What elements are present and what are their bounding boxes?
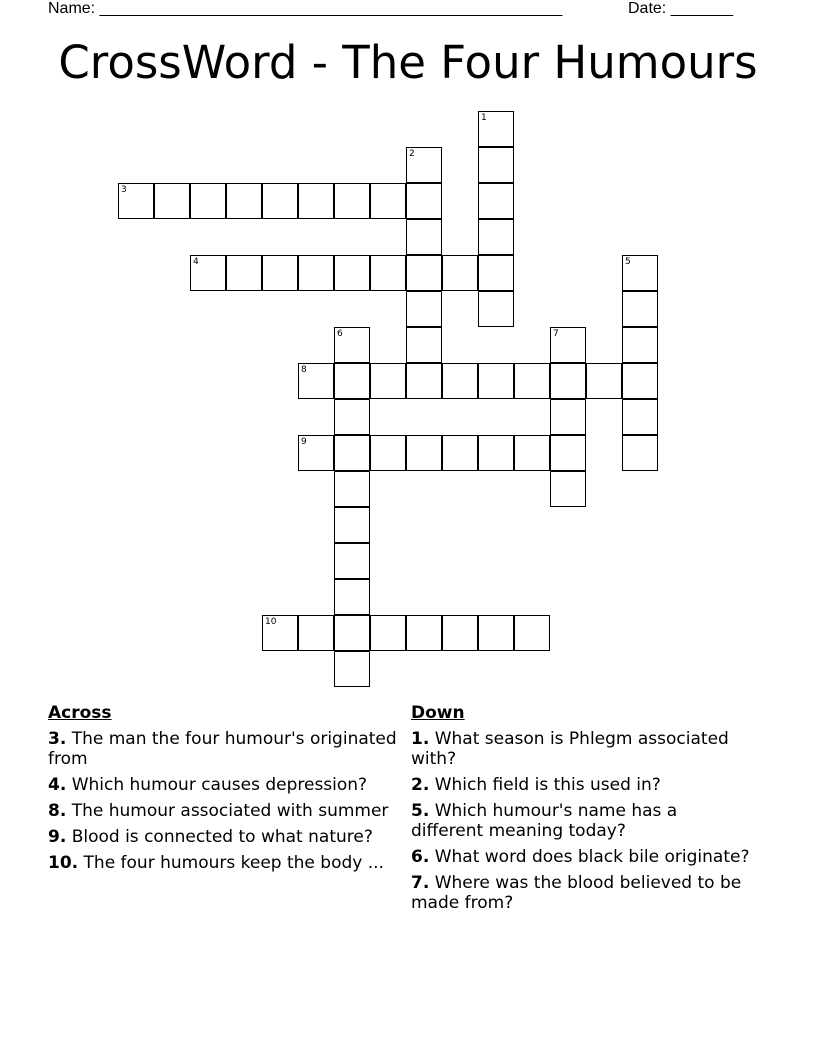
grid-cell[interactable] bbox=[514, 363, 550, 399]
grid-cell[interactable] bbox=[406, 327, 442, 363]
down-clue-list bbox=[411, 729, 751, 913]
clue-number: 2 bbox=[409, 149, 415, 159]
grid-cell[interactable] bbox=[406, 183, 442, 219]
clue-text: What season is Phlegm associated with? bbox=[411, 729, 729, 769]
clue-text: The four humours keep the body ... bbox=[78, 853, 384, 873]
grid-cell[interactable] bbox=[478, 255, 514, 291]
clue-number: 9 bbox=[301, 437, 307, 447]
clue-text: Which field is this used in? bbox=[429, 775, 661, 795]
grid-cell[interactable] bbox=[442, 363, 478, 399]
grid-cell[interactable] bbox=[406, 363, 442, 399]
grid-cell[interactable] bbox=[298, 183, 334, 219]
grid-cell[interactable] bbox=[334, 363, 370, 399]
grid-cell[interactable] bbox=[478, 219, 514, 255]
down-clues bbox=[411, 703, 751, 919]
grid-cell[interactable] bbox=[406, 147, 442, 183]
grid-cell[interactable] bbox=[550, 471, 586, 507]
across-clue bbox=[48, 853, 400, 873]
grid-cell[interactable] bbox=[406, 435, 442, 471]
across-clue-list bbox=[48, 729, 400, 873]
grid-cell[interactable] bbox=[622, 255, 658, 291]
grid-cell[interactable] bbox=[298, 615, 334, 651]
down-clue bbox=[411, 801, 751, 841]
clue-number: 1 bbox=[481, 113, 487, 123]
clue-label-number: 2. bbox=[411, 775, 430, 795]
clue-text: Which humour causes depression? bbox=[66, 775, 368, 795]
clue-number: 10 bbox=[265, 617, 277, 627]
grid-cell[interactable] bbox=[334, 579, 370, 615]
grid-cell[interactable] bbox=[334, 471, 370, 507]
grid-cell[interactable] bbox=[334, 327, 370, 363]
clue-label-number: 9. bbox=[48, 827, 67, 847]
clue-number: 5 bbox=[625, 257, 631, 267]
grid-cell[interactable] bbox=[370, 183, 406, 219]
grid-cell[interactable] bbox=[586, 363, 622, 399]
grid-cell[interactable] bbox=[478, 147, 514, 183]
clue-label-number: 1. bbox=[411, 729, 430, 749]
grid-cell[interactable] bbox=[406, 255, 442, 291]
clue-number: 6 bbox=[337, 329, 343, 339]
grid-cell[interactable] bbox=[298, 255, 334, 291]
grid-cell[interactable] bbox=[334, 651, 370, 687]
grid-cell[interactable] bbox=[370, 255, 406, 291]
across-clues bbox=[48, 703, 400, 879]
across-heading: Across bbox=[48, 703, 112, 723]
grid-cell[interactable] bbox=[406, 615, 442, 651]
clue-number: 4 bbox=[193, 257, 199, 267]
grid-cell[interactable] bbox=[442, 615, 478, 651]
grid-cell[interactable] bbox=[622, 399, 658, 435]
date-field[interactable]: Date: _______ bbox=[628, 0, 733, 17]
page-title: CrossWord - The Four Humours bbox=[58, 36, 758, 89]
clue-text: The humour associated with summer bbox=[66, 801, 389, 821]
grid-cell[interactable] bbox=[514, 435, 550, 471]
grid-cell[interactable] bbox=[334, 507, 370, 543]
clue-text: What word does black bile originate? bbox=[429, 847, 750, 867]
grid-cell[interactable] bbox=[370, 435, 406, 471]
grid-cell[interactable] bbox=[262, 615, 298, 651]
grid-cell[interactable] bbox=[154, 183, 190, 219]
clue-text: Where was the blood believed to be made from? bbox=[411, 873, 742, 913]
grid-cell[interactable] bbox=[334, 543, 370, 579]
grid-cell[interactable] bbox=[514, 615, 550, 651]
clue-number: 7 bbox=[553, 329, 559, 339]
grid-cell[interactable] bbox=[550, 363, 586, 399]
down-heading: Down bbox=[411, 703, 465, 723]
grid-cell[interactable] bbox=[370, 615, 406, 651]
grid-cell[interactable] bbox=[478, 291, 514, 327]
grid-cell[interactable] bbox=[550, 435, 586, 471]
grid-cell[interactable] bbox=[406, 291, 442, 327]
grid-cell[interactable] bbox=[226, 255, 262, 291]
grid-cell[interactable] bbox=[550, 327, 586, 363]
grid-cell[interactable] bbox=[622, 363, 658, 399]
grid-cell[interactable] bbox=[298, 363, 334, 399]
clue-number: 3 bbox=[121, 185, 127, 195]
grid-cell[interactable] bbox=[478, 363, 514, 399]
clue-label-number: 6. bbox=[411, 847, 430, 867]
grid-cell[interactable] bbox=[622, 327, 658, 363]
grid-cell[interactable] bbox=[334, 615, 370, 651]
grid-cell[interactable] bbox=[262, 255, 298, 291]
clue-number: 8 bbox=[301, 365, 307, 375]
clue-label-number: 5. bbox=[411, 801, 430, 821]
clue-text: Which humour's name has a different meaning today? bbox=[411, 801, 678, 841]
clue-label-number: 4. bbox=[48, 775, 67, 795]
grid-cell[interactable] bbox=[334, 435, 370, 471]
grid-cell[interactable] bbox=[370, 363, 406, 399]
grid-cell[interactable] bbox=[334, 255, 370, 291]
across-clue bbox=[48, 801, 400, 821]
grid-cell[interactable] bbox=[190, 183, 226, 219]
grid-cell[interactable] bbox=[442, 255, 478, 291]
grid-cell[interactable] bbox=[478, 615, 514, 651]
grid-cell[interactable] bbox=[406, 219, 442, 255]
across-clue bbox=[48, 729, 400, 769]
grid-cell[interactable] bbox=[118, 183, 154, 219]
grid-cell[interactable] bbox=[478, 435, 514, 471]
grid-cell[interactable] bbox=[226, 183, 262, 219]
grid-cell[interactable] bbox=[442, 435, 478, 471]
grid-cell[interactable] bbox=[334, 183, 370, 219]
clue-label-number: 8. bbox=[48, 801, 67, 821]
across-clue bbox=[48, 827, 400, 847]
down-clue bbox=[411, 729, 751, 769]
clue-label-number: 3. bbox=[48, 729, 67, 749]
down-clue bbox=[411, 873, 751, 913]
grid-cell[interactable] bbox=[334, 399, 370, 435]
clue-label-number: 10. bbox=[48, 853, 79, 873]
across-clue bbox=[48, 775, 400, 795]
grid-cell[interactable] bbox=[622, 291, 658, 327]
down-clue bbox=[411, 775, 751, 795]
clue-text: The man the four humour's originated from bbox=[48, 729, 397, 769]
grid-cell[interactable] bbox=[478, 183, 514, 219]
grid-cell[interactable] bbox=[550, 399, 586, 435]
name-field[interactable]: Name: ____________________________________________________ bbox=[48, 0, 563, 17]
grid-cell[interactable] bbox=[622, 435, 658, 471]
grid-cell[interactable] bbox=[262, 183, 298, 219]
clue-label-number: 7. bbox=[411, 873, 430, 893]
clue-text: Blood is connected to what nature? bbox=[66, 827, 373, 847]
down-clue bbox=[411, 847, 751, 867]
grid-cell[interactable] bbox=[298, 435, 334, 471]
grid-cell[interactable] bbox=[190, 255, 226, 291]
grid-cell[interactable] bbox=[478, 111, 514, 147]
